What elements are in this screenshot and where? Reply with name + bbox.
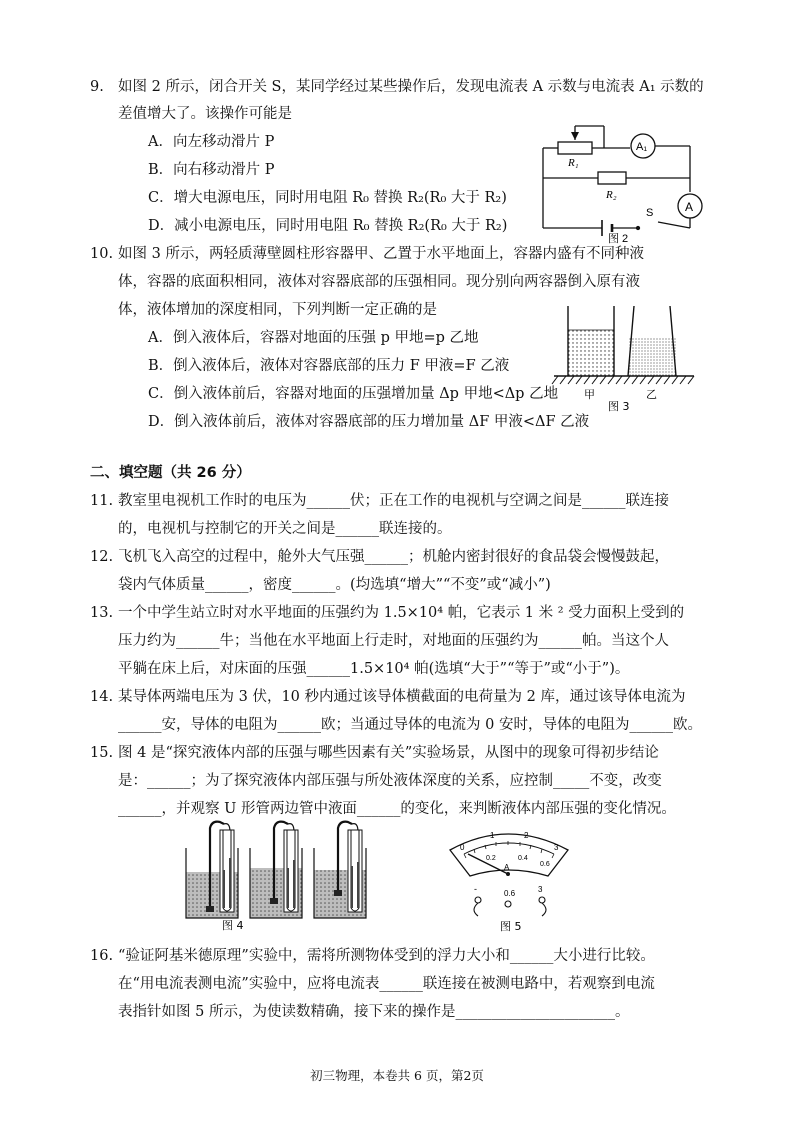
q10-text-line2: 体，容器的底面积相同，液体对容器底部的压强相同。现分别向两容器倒入原有液 (118, 274, 640, 290)
q16-text-line1: “验证阿基米德原理”实验中，需将所测物体受到的浮力大小和______大小进行比较。 (118, 948, 655, 964)
q14-text-line1: 某导体两端电压为 3 伏，10 秒内通过该导体横截面的电荷量为 2 库，通过该导体电流为 (118, 689, 686, 705)
q10-option-d: D．倒入液体前后，液体对容器底部的压力增加量 ΔF 甲液<ΔF 乙液 (148, 414, 590, 430)
beaker-1 (186, 822, 238, 918)
fig5-scale-0-4: 0.4 (518, 855, 528, 862)
fig3-label-jia: 甲 (584, 388, 595, 401)
q11-number: 11. (90, 493, 114, 509)
fig5-scale-3: 3 (554, 843, 559, 852)
q13-number: 13. (90, 605, 114, 621)
fig2-label-s: S (646, 207, 654, 219)
section-2-title: 二、填空题（共 26 分） (90, 465, 251, 481)
fig5-terminal-3: 3 (538, 885, 543, 894)
fig2-label-a1: A₁ (636, 141, 648, 153)
q13-text-line3: 平躺在床上后，对床面的压强______1.5×10⁴ 帕(选填“大于”“等于”或“小于”)。 (118, 661, 630, 677)
figure-3-containers (548, 302, 698, 414)
fig2-label-r1: R₁ (568, 157, 579, 169)
fig3-label-yi: 乙 (646, 388, 657, 401)
fig5-caption: 图 5 (500, 920, 522, 933)
q13-text-line1: 一个中学生站立时对水平地面的压强约为 1.5×10⁴ 帕，它表示 1 米 ² 受力面积上受到的 (118, 605, 685, 621)
q16-text-line2: 在“用电流表测电流”实验中，应将电流表______联连接在被测电路中，若观察到电流 (118, 976, 655, 992)
fig3-caption: 图 3 (608, 400, 630, 413)
q10-number: 10. (90, 246, 114, 262)
q12-number: 12. (90, 549, 114, 565)
q15-number: 15. (90, 745, 114, 761)
fig5-scale-2: 2 (524, 831, 529, 840)
figure-5-ammeter (440, 824, 580, 934)
q15-text-line2: 是：______；为了探究液体内部压强与所处液体深度的关系，应控制_____不变，改变 (118, 773, 662, 789)
q9-text-line1: 如图 2 所示，闭合开关 S，某同学经过某些操作后，发现电流表 A 示数与电流表 A₁ 示数的 (118, 79, 704, 95)
q15-text-line1: 图 4 是“探究液体内部的压强与哪些因素有关”实验场景，从图中的现象可得初步结论 (118, 745, 659, 761)
q11-text-line2: 的，电视机与控制它的开关之间是______联连接的。 (118, 521, 452, 537)
q12-text-line2: 袋内气体质量______，密度______。(均选填“增大”“不变”或“减小”) (118, 577, 551, 593)
q9-option-a: A．向左移动滑片 P (148, 134, 275, 150)
fig5-scale-0-2: 0.2 (486, 855, 496, 862)
fig2-caption: 图 2 (608, 233, 629, 245)
q16-number: 16. (90, 948, 114, 964)
fig2-label-a: A (685, 200, 694, 214)
q10-option-c: C．倒入液体前后，容器对地面的压强增加量 Δp 甲地<Δp 乙地 (148, 386, 559, 402)
beaker-2 (250, 822, 302, 918)
q10-text-line3: 体，液体增加的深度相同，下列判断一定正确的是 (118, 302, 437, 318)
fig5-terminal-0-6: 0.6 (504, 889, 516, 898)
q11-text-line1: 教室里电视机工作时的电压为______伏；正在工作的电视机与空调之间是______联连接 (118, 493, 669, 509)
beaker-3 (314, 822, 366, 918)
fig5-scale-1: 1 (490, 831, 495, 840)
q16-text-line3: 表指针如图 5 所示，为使读数精确，接下来的操作是______________________。 (118, 1004, 630, 1020)
q10-text-line1: 如图 3 所示，两轻质薄壁圆柱形容器甲、乙置于水平地面上，容器内盛有不同种液 (118, 246, 644, 262)
q14-number: 14. (90, 689, 114, 705)
q14-text-line2: ______安，导体的电阻为______欧；当通过导体的电流为 0 安时，导体的电阻为______欧。 (118, 717, 702, 733)
q12-text-line1: 飞机飞入高空的过程中，舱外大气压强______；机舱内密封很好的食品袋会慢慢鼓起， (118, 549, 669, 565)
figure-4-manometers (180, 818, 380, 930)
q9-option-b: B．向右移动滑片 P (148, 162, 275, 178)
fig4-caption: 图 4 (222, 919, 244, 932)
fig5-unit: A (504, 863, 510, 872)
q15-text-line3: ______，并观察 U 形管两边管中液面______的变化，来判断液体内部压强的变化情况。 (118, 801, 676, 817)
q9-option-d: D．减小电源电压，同时用电阻 R₀ 替换 R₂(R₀ 大于 R₂) (148, 218, 508, 234)
q13-text-line2: 压力约为______牛；当他在水平地面上行走时，对地面的压强约为______帕。当这个人 (118, 633, 669, 649)
fig2-label-r2: R₂ (606, 189, 617, 201)
q10-option-b: B．倒入液体后，液体对容器底部的压力 F 甲液=F 乙液 (148, 358, 510, 374)
q9-option-c: C．增大电源电压，同时用电阻 R₀ 替换 R₂(R₀ 大于 R₂) (148, 190, 507, 206)
q10-option-a: A．倒入液体后，容器对地面的压强 p 甲地=p 乙地 (148, 330, 479, 346)
q9-number: 9. (90, 79, 104, 95)
page-footer: 初三物理，本卷共 6 页，第2页 (310, 1068, 484, 1083)
fig5-scale-0: 0 (460, 843, 465, 852)
q9-text-line2: 差值增大了。该操作可能是 (118, 106, 292, 122)
fig5-scale-0-6: 0.6 (540, 861, 550, 868)
fig5-terminal-neg: - (474, 884, 477, 894)
figure-2-circuit (540, 118, 710, 245)
